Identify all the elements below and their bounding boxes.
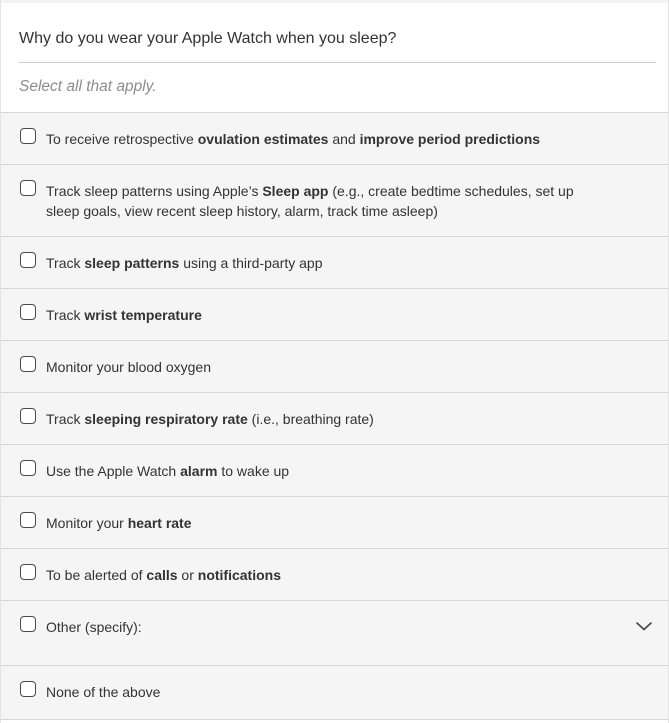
checkbox[interactable]: [20, 304, 36, 320]
option-label: Other (specify):: [46, 619, 142, 635]
option-label: Track sleep patterns using a third-party app: [46, 255, 323, 271]
option-label: To receive retrospective ovulation estimates and improve period predictions: [46, 131, 541, 147]
question-instruction: Select all that apply.: [19, 78, 157, 95]
option-none-of-the-above[interactable]: [1, 666, 668, 720]
option-label: None of the above: [46, 684, 161, 700]
option-wrist-temperature[interactable]: [1, 289, 668, 341]
checkbox[interactable]: [20, 356, 36, 372]
checkbox[interactable]: [20, 616, 36, 632]
option-sleep-app[interactable]: [1, 165, 668, 237]
option-label: Track sleep patterns using Apple’s Sleep app (e.g., create bedtime schedules, set up sleep goals, view recent sleep history, alarm, track time asleep): [46, 183, 574, 219]
checkbox[interactable]: [20, 408, 36, 424]
option-ovulation-estimates[interactable]: [1, 113, 668, 165]
question-title: Why do you wear your Apple Watch when you sleep?: [19, 3, 656, 63]
option-other-specify[interactable]: [1, 601, 668, 666]
option-label: Monitor your blood oxygen: [46, 359, 211, 375]
checkbox[interactable]: [20, 460, 36, 476]
option-label: Track wrist temperature: [46, 307, 202, 323]
option-calls-notifications[interactable]: [1, 549, 668, 601]
option-alarm[interactable]: [1, 445, 668, 497]
checkbox[interactable]: [20, 180, 36, 196]
option-label: Monitor your heart rate: [46, 515, 192, 531]
option-third-party-app[interactable]: [1, 237, 668, 289]
option-respiratory-rate[interactable]: [1, 393, 668, 445]
chevron-down-icon[interactable]: [635, 620, 653, 632]
option-label: To be alerted of calls or notifications: [46, 567, 282, 583]
checkbox[interactable]: [20, 564, 36, 580]
checkbox[interactable]: [20, 252, 36, 268]
checkbox[interactable]: [20, 512, 36, 528]
checkbox[interactable]: [20, 681, 36, 697]
option-label: Use the Apple Watch alarm to wake up: [46, 463, 290, 479]
option-heart-rate[interactable]: [1, 497, 668, 549]
checkbox[interactable]: [20, 128, 36, 144]
options-list: [1, 112, 668, 720]
option-blood-oxygen[interactable]: [1, 341, 668, 393]
option-label: Track sleeping respiratory rate (i.e., breathing rate): [46, 411, 374, 427]
question-header: [1, 3, 668, 112]
